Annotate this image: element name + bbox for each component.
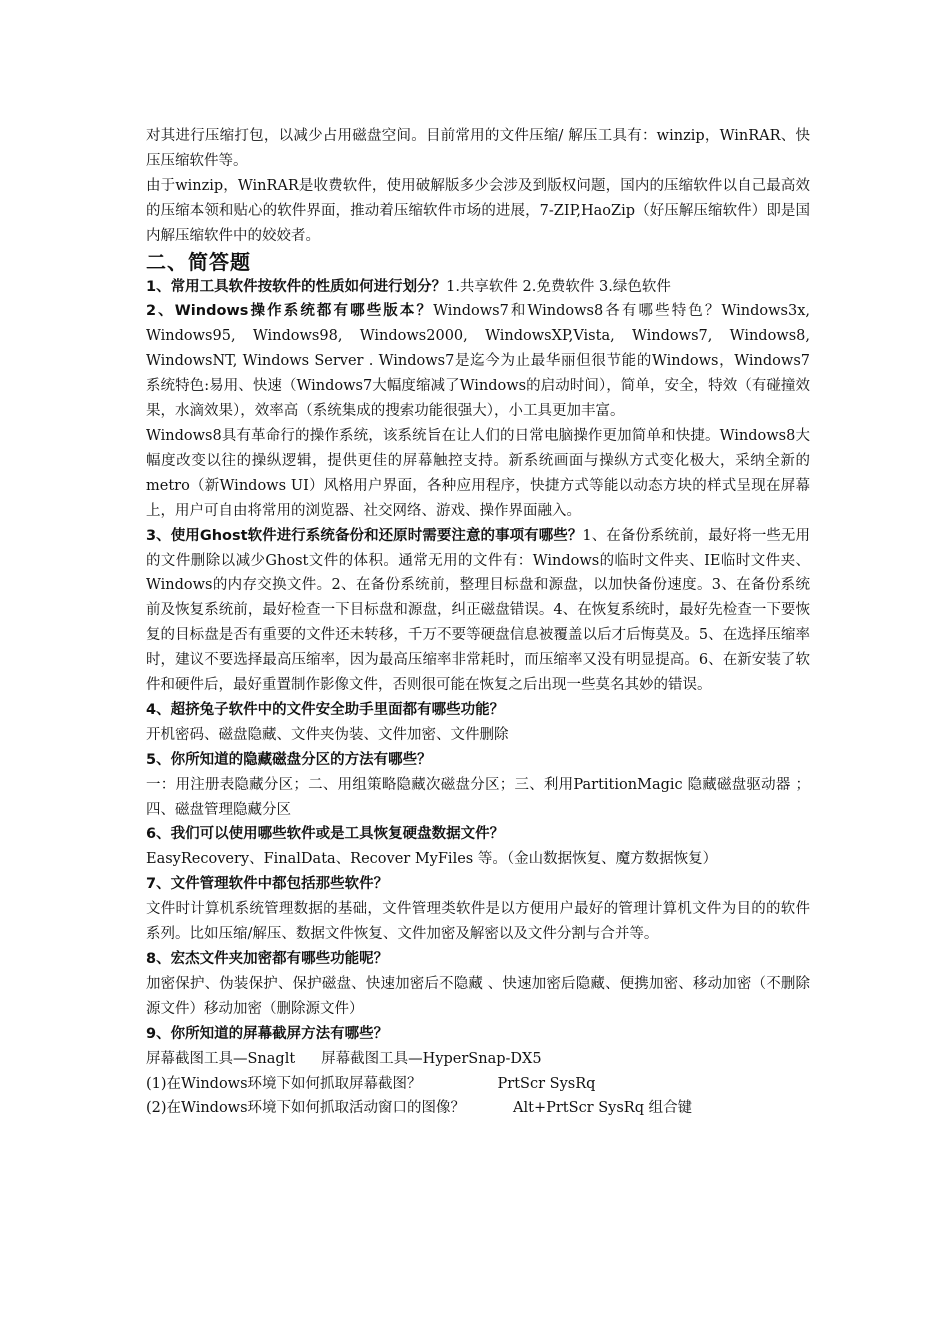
- answer-5: 一：用注册表隐藏分区；二、用组策略隐藏次磁盘分区；三、利用PartitionMagic 隐藏磁盘驱动器 ；四、磁盘管理隐藏分区: [146, 776, 810, 818]
- answer-9-line-2-left: (1)在Windows环境下如何抓取屏幕截图？: [146, 1075, 422, 1092]
- answer-9-line-1-right: 屏幕截图工具—HyperSnap-DX5: [321, 1050, 542, 1067]
- answer-9-line-3-right: Alt+PrtScr SysRq 组合键: [513, 1100, 693, 1117]
- question-9: 9、你所知道的屏幕截屏方法有哪些？: [146, 1025, 389, 1042]
- question-7: 7、文件管理软件中都包括那些软件？: [146, 876, 389, 893]
- question-3: 3、使用Ghost软件进行系统备份和还原时需要注意的事项有哪些？: [146, 527, 583, 544]
- answer-2: Windows7和Windows8各有哪些特色？Windows3x, Windows95, Windows98, Windows2000, WindowsXP,Vista, Windows7, Windows8, WindowsNT, Windows Server . Windows7是迄今为止最华丽但很节能的Windows，Windows7系统特色:易用、快速（Windows7大幅度缩减了Windows的启动时间），简单，安全，特效（有碰撞效果，水滴效果），效率高（系统集成的搜索功能很强大），小工具更加丰富。: [146, 303, 810, 420]
- answer-9-line-1: [146, 1047, 810, 1072]
- answer-9-line-3-left: (2)在Windows环境下如何抓取活动窗口的图像？: [146, 1100, 466, 1117]
- question-5: 5、你所知道的隐藏磁盘分区的方法有哪些？: [146, 751, 432, 768]
- answer-4: 开机密码、磁盘隐藏、文件夹伪装、文件加密、文件删除: [146, 726, 509, 743]
- qa-3: [146, 524, 810, 698]
- answer-3: 1、在备份系统前，最好将一些无用的文件删除以减少Ghost文件的体积。通常无用的文件有：Windows的临时文件夹、IE临时文件夹、Windows的内存交换文件。2、在备份系统前，整理目标盘和源盘，以加快备份速度。3、在备份系统前及恢复系统前，最好检查一下目标盘和源盘，纠正磁盘错误。4、在恢复系统时，最好先检查一下要恢复的目标盘是否有重要的文件还未转移，千万不要等硬盘信息被覆盖以后才后悔莫及。5、在选择压缩率时，建议不要选择最高压缩率，因为最高压缩率非常耗时，而压缩率又没有明显提高。6、在新安装了软件和硬件后，最好重置制作影像文件，否则很可能在恢复之后出现一些莫名其妙的错误。: [146, 527, 810, 694]
- question-4: 4、超挤兔子软件中的文件安全助手里面都有哪些功能？: [146, 701, 505, 718]
- question-8: 8、宏杰文件夹加密都有哪些功能呢？: [146, 951, 389, 967]
- qa-2: [146, 299, 810, 424]
- answer-8: 加密保护、伪装保护、保护磁盘、快速加密后不隐藏 、快速加密后隐藏、便携加密、移动加密（不删除源文件）移动加密（删除源文件）: [146, 975, 810, 1017]
- answer-9-line-1-left: 屏幕截图工具—Snaglt: [146, 1050, 296, 1067]
- answer-1: 1.共享软件 2.免费软件 3.绿色软件: [446, 278, 671, 295]
- intro-paragraph-1: 对其进行压缩打包，以减少占用磁盘空间。目前常用的文件压缩/ 解压工具有：winzip，WinRAR、快压压缩软件等。: [146, 128, 810, 169]
- question-2: 2、Windows操作系统都有哪些版本？: [146, 303, 434, 320]
- section-title: 二、简答题: [146, 249, 251, 274]
- answer-9-line-3: [146, 1096, 810, 1121]
- answer-6: EasyRecovery、FinalData、Recover MyFiles 等。（金山数据恢复、魔方数据恢复）: [146, 851, 718, 868]
- intro-paragraph-2: 由于winzip，WinRAR是收费软件，使用破解版多少会涉及到版权问题，国内的压缩软件以自己最高效的压缩本领和贴心的软件界面，推动着压缩软件市场的进展，7-ZIP,HaoZip（好压解压缩软件）即是国内解压缩软件中的姣姣者。: [146, 177, 810, 244]
- answer-9-line-2-right: PrtScr SysRq: [497, 1075, 596, 1092]
- qa-1: [146, 275, 810, 300]
- question-1: 1、常用工具软件按软件的性质如何进行划分？: [146, 278, 447, 295]
- answer-9-line-2: [146, 1072, 810, 1097]
- question-6: 6、我们可以使用哪些软件或是工具恢复硬盘数据文件？: [146, 826, 505, 843]
- answer-7: 文件时计算机系统管理数据的基础，文件管理类软件是以方便用户最好的管理计算机文件为目的的软件系列。比如压缩/解压、数据文件恢复、文件加密及解密以及文件分割与合并等。: [146, 901, 810, 943]
- answer-2-paragraph-2: Windows8具有革命行的操作系统，该系统旨在让人们的日常电脑操作更加简单和快捷。Windows8大幅度改变以往的操纵逻辑，提供更佳的屏幕触控支持。新系统画面与操纵方式变化极大，采纳全新的metro（新Windows UI）风格用户界面，各种应用程序，快捷方式等能以动态方块的样式呈现在屏幕上，用户可自由将常用的浏览器、社交网络、游戏、操作界面融入。: [146, 427, 810, 519]
- document-body: [146, 124, 810, 1121]
